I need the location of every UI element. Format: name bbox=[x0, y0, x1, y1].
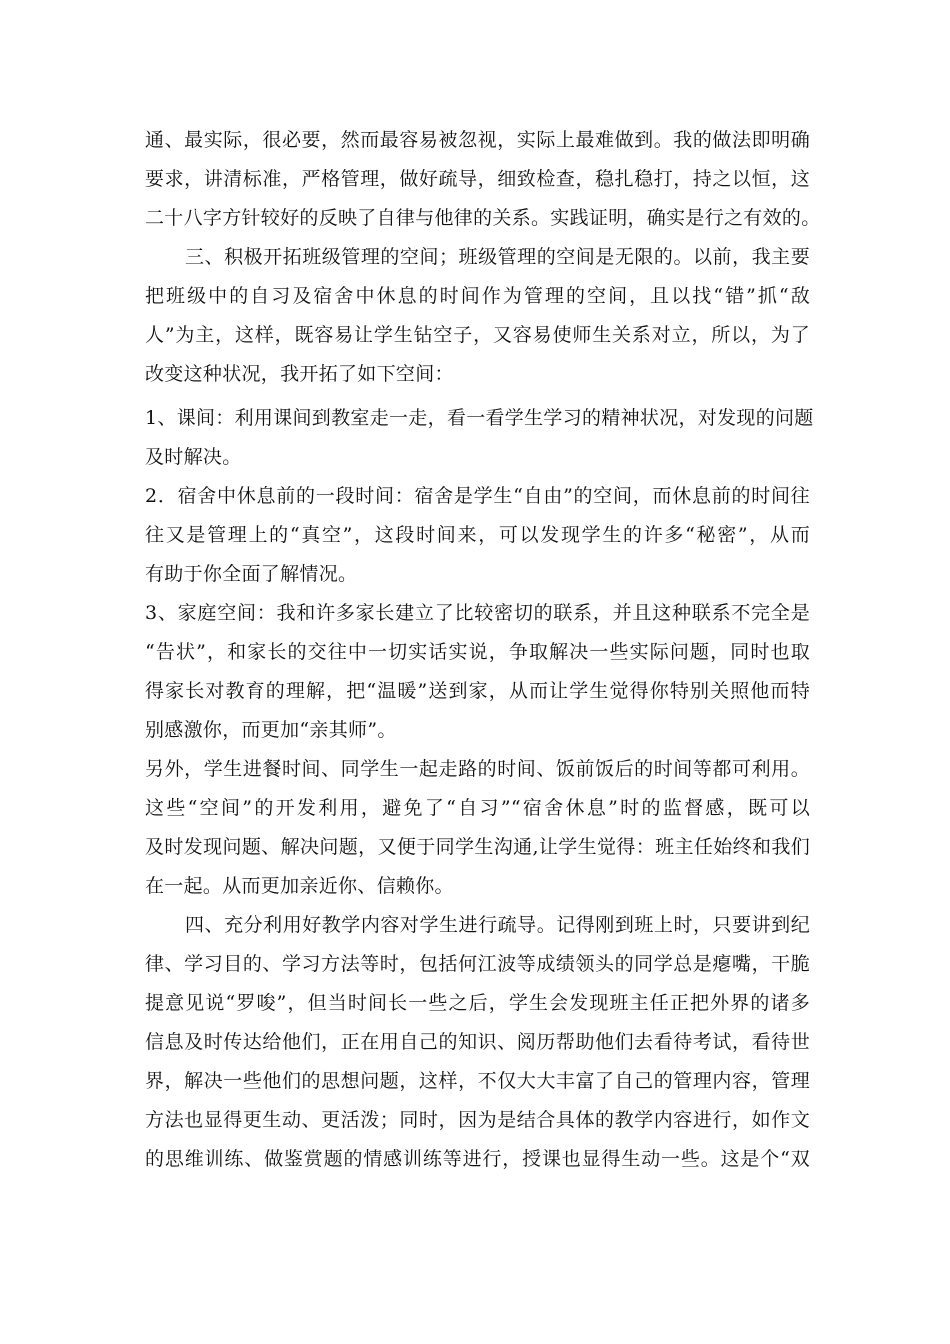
text-line: 及时发现问题、解决问题，又便于同学生沟通,让学生觉得：班主任始终和我们 bbox=[145, 836, 810, 858]
list-item-line: 2．宿舍中休息前的一段时间：宿舍是学生“自由”的空间，而休息前的时间往 bbox=[145, 485, 810, 507]
text-line: 别感激你，而更加“亲其师”。 bbox=[145, 719, 397, 741]
text-line: 要求，讲清标准，严格管理，做好疏导，细致检查，稳扎稳打，持之以恒，这 bbox=[145, 168, 810, 190]
text-line: 在一起。从而更加亲近你、信赖你。 bbox=[145, 875, 454, 897]
text-line: 得家长对教育的理解，把“温暖”送到家，从而让学生觉得你特别关照他而特 bbox=[145, 680, 810, 702]
text-line: “告状”，和家长的交往中一切实话实说，争取解决一些实际问题，同时也取 bbox=[145, 641, 810, 663]
text-line: 有助于你全面了解情况。 bbox=[145, 563, 358, 585]
text-line: 把班级中的自习及宿舍中休息的时间作为管理的空间，且以找“错”抓“敌 bbox=[145, 285, 810, 307]
text-line: 的思维训练、做鉴赏题的情感训练等进行，授课也显得生动一些。这是个“双 bbox=[145, 1148, 810, 1170]
text-line: 提意见说“罗唆”，但当时间长一些之后，学生会发现班主任正把外界的诸多 bbox=[145, 992, 810, 1014]
text-line: 信息及时传达给他们，正在用自己的知识、阅历帮助他们去看待考试，看待世 bbox=[145, 1031, 810, 1053]
text-line: 律、学习目的、学习方法等时，包括何江波等成绩领头的同学总是瘪嘴，干脆 bbox=[145, 953, 810, 975]
text-line: 通、最实际，很必要，然而最容易被忽视，实际上最难做到。我的做法即明确 bbox=[145, 129, 810, 151]
text-line: 方法也显得更生动、更活泼；同时，因为是结合具体的教学内容进行，如作文 bbox=[145, 1109, 810, 1131]
text-line: 及时解决。 bbox=[145, 446, 242, 468]
text-line: 二十八字方针较好的反映了自律与他律的关系。实践证明，确实是行之有效的。 bbox=[145, 207, 821, 229]
paragraph-heading-line: 四、充分利用好教学内容对学生进行疏导。记得刚到班上时，只要讲到纪 bbox=[185, 914, 810, 936]
text-line: 往又是管理上的“真空”，这段时间来，可以发现学生的许多“秘密”，从而 bbox=[145, 524, 810, 546]
list-item-line: 1、课间：利用课间到教室走一走，看一看学生学习的精神状况，对发现的问题 bbox=[145, 407, 814, 429]
text-line: 另外，学生进餐时间、同学生一起走路的时间、饭前饭后的时间等都可利用。 bbox=[145, 758, 810, 780]
text-line: 界，解决一些他们的思想问题，这样，不仅大大丰富了自己的管理内容，管理 bbox=[145, 1070, 810, 1092]
paragraph-heading-line: 三、积极开拓班级管理的空间；班级管理的空间是无限的。以前，我主要 bbox=[185, 246, 810, 268]
text-line: 这些“空间”的开发利用，避免了“自习”“宿舍休息”时的监督感，既可以 bbox=[145, 797, 810, 819]
text-line: 改变这种状况，我开拓了如下空间： bbox=[145, 363, 454, 385]
text-line: 人”为主，这样，既容易让学生钻空子，又容易使师生关系对立，所以，为了 bbox=[145, 324, 810, 346]
list-item-line: 3、家庭空间：我和许多家长建立了比较密切的联系，并且这种联系不完全是 bbox=[145, 602, 810, 624]
